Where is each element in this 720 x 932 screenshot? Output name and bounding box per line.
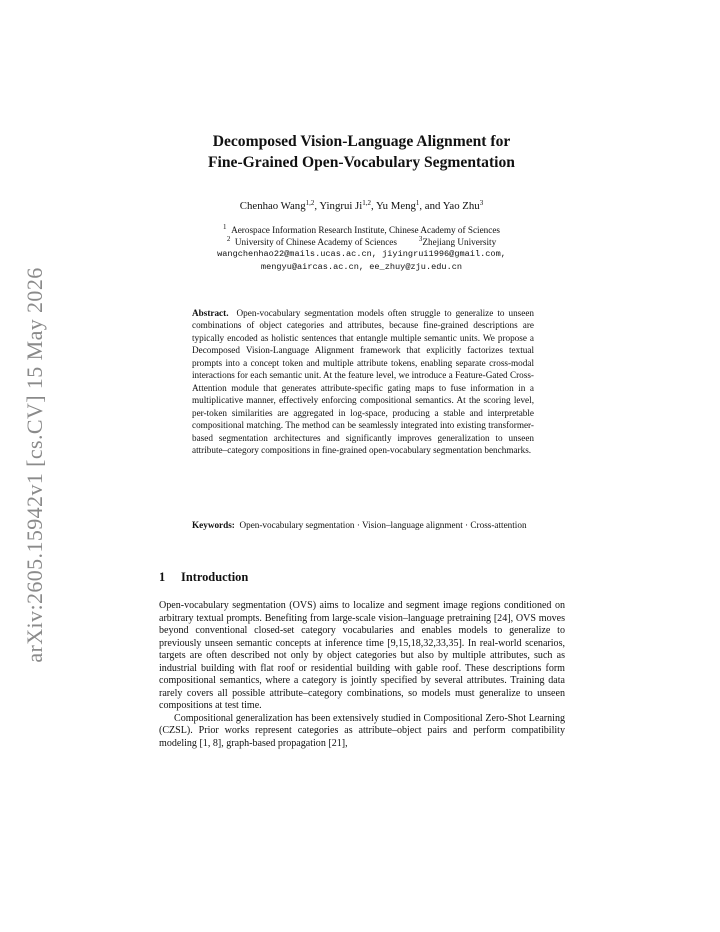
author-name: Yu Meng <box>376 200 416 212</box>
affiliation-line-2 <box>120 236 603 248</box>
author-separator: , and <box>419 200 443 212</box>
title-line-2: Fine-Grained Open-Vocabulary Segmentation <box>208 154 515 171</box>
author-affiliation-mark: 1 <box>415 199 420 207</box>
keywords-label: Keywords: <box>192 520 235 530</box>
arxiv-identifier-text: arXiv:2605.15942v1 [cs.CV] 15 May 2026 <box>22 267 47 663</box>
author-affiliation-mark: 1,2 <box>362 199 372 207</box>
affiliation-line-1 <box>120 224 603 236</box>
affiliation-name: Aerospace Information Research Institute, Chinese Academy of Sciences <box>231 225 500 235</box>
title-line-1: Decomposed Vision-Language Alignment for <box>212 133 511 150</box>
author-separator: , <box>371 200 377 212</box>
email-line-2: mengyu@aircas.ac.cn, ee_zhuy@zju.edu.cn <box>260 261 463 272</box>
paper-title <box>120 131 603 173</box>
author-separator: , <box>314 200 320 212</box>
author-affiliation-mark: 1,2 <box>305 199 315 207</box>
abstract <box>192 307 534 456</box>
affiliation-number: 2 <box>226 235 231 244</box>
affiliations <box>120 224 603 273</box>
section-heading <box>159 570 248 585</box>
abstract-label: Abstract. <box>192 308 229 318</box>
paragraph: Open-vocabulary segmentation (OVS) aims to localize and segment image regions conditioned on arbitrary textual prompts. Benefiting from large-scale vision–language pretraining [24], OVS moves beyond conventional closed-set category vocabularies and enables models to generalize to previously unseen semantic concepts at inference time [9,15,18,32,33,35]. In real-world scenarios, targets are often described not only by object categories but also by multiple attributes, such as industrial building with flat roof or residential building with gable roof. These descriptions form compositional semantics, where a category is jointly specified by several attributes. Training data rarely covers all possible attribute–category combinations, so models must generalize to unseen compositions at test time. <box>159 600 565 712</box>
abstract-text: Open-vocabulary segmentation models often struggle to generalize to unseen combinations of object categories and attributes, because fine-grained descriptions are typically encoded as holistic sentences that entangle multiple semantic units. We propose a Decomposed Vision-Language Alignment framework that explicitly factorizes textual prompts into a concept token and multiple attribute tokens, enabling separate cross-modal interactions for each semantic unit. At the feature level, we introduce a Feature-Gated Cross-Attention module that generates attribute-specific gating maps to fuse information in a multiplicative manner, effectively enforcing compositional semantics. At the scoring level, per-token similarities are aggregated in log-space, producing a stable and interpretable compositional matching. The method can be seamlessly integrated into existing transformer-based segmentation architectures and significantly improves generalization to unseen attribute–category compositions in fine-grained open-vocabulary segmentation benchmarks. <box>192 308 535 455</box>
section-title: Introduction <box>181 570 249 584</box>
body-text <box>159 600 565 751</box>
affiliation-name: Zhejiang University <box>422 237 497 248</box>
section-number: 1 <box>159 570 166 584</box>
author-list <box>120 200 603 212</box>
keywords-text: Open-vocabulary segmentation · Vision–language alignment · Cross-attention <box>239 520 527 530</box>
author-name: Yingrui Ji <box>319 200 363 212</box>
affiliation-number: 3 <box>418 235 423 244</box>
affiliation-number: 1 <box>223 223 227 231</box>
author-name: Chenhao Wang <box>239 200 306 212</box>
author-name: Yao Zhu <box>442 200 480 212</box>
paragraph: Compositional generalization has been extensively studied in Compositional Zero-Shot Learning (CZSL). Prior works represent categories as attribute–object pairs and perform compatibility modeling [1, 8], graph-based propagation [21], <box>159 712 565 750</box>
email-line-1: wangchenhao22@mails.ucas.ac.cn, jiyingrui1996@gmail.com, <box>217 249 506 260</box>
affiliation-name: University of Chinese Academy of Sciences <box>234 237 397 248</box>
keywords <box>192 519 534 531</box>
author-affiliation-mark: 3 <box>479 199 484 207</box>
